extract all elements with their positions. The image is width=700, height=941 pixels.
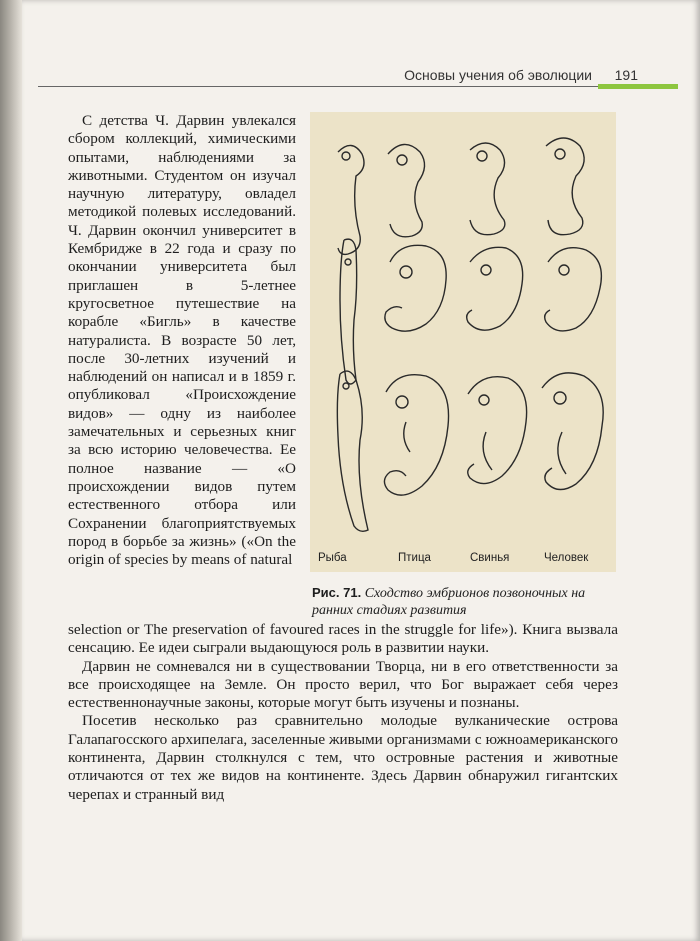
text-column: [68, 112, 296, 569]
embryo-human-stage-1: [546, 138, 584, 235]
paragraph-1: С детства Ч. Дарвин увлекался сбором коллекций, химическими опытами, наблюдениями за животными. Студентом он изучал научную литературу, овладел методикой полевых исследований. Ч. Дарвин окончил университет в Кембридже в 22 года и сразу по окончании университета был приглашен в 5-летнее кругосветное путешествие на корабле «Бигль» в качестве натуралиста. В возрасте 50 лет, после 30-летних изучений и наблюдений он написал и в 1859 г. опубликовал «Происхождение видов» — одну из наиболее замечательных и серьезных книг за всю историю человечества. Ее полное название — «О происхождении видов путем естественного отбора или Сохранении благоприятствуемых пород в борьбе за жизнь» («On the origin of species by means of natural: [68, 112, 296, 569]
embryo-human-stage-3: [542, 373, 603, 490]
label-fish: Рыба: [318, 552, 347, 564]
label-pig: Свинья: [470, 552, 510, 564]
embryo-bird-stage-2: [385, 245, 446, 331]
embryo-illustration: [310, 112, 616, 572]
page-number: 191: [614, 67, 638, 83]
caption-text: Сходство эмбрионов позвоночных на ранних стадиях развития: [312, 586, 586, 618]
caption-number: Рис. 71.: [312, 585, 362, 600]
label-human: Человек: [544, 552, 589, 564]
paragraph-2: Дарвин не сомневался ни в существовании Творца, ни в его ответственности за все происходящее на Земле. Он просто верил, что Бог выражает себя через естественнонаучные законы, которые могут быть изучены и познаны.: [68, 657, 618, 712]
embryo-bird-stage-1: [388, 144, 425, 236]
embryo-fish-stage-3: [337, 371, 368, 531]
embryo-human-stage-2: [545, 248, 602, 331]
header-rule: [38, 86, 598, 87]
paragraph-3: Посетив несколько раз сравнительно молодые вулканические острова Галапагосского архипелага, заселенные живыми организмами с южноамериканского континента, Дарвин столкнулся с тем, что островные растения и животные отличаются от тех же видов на континенте. Здесь Дарвин обнаружил гигантских черепах и странный вид: [68, 712, 618, 803]
embryo-fish-stage-1: [338, 145, 364, 254]
header-accent-bar: [598, 84, 678, 89]
embryo-fish-stage-2: [340, 239, 357, 384]
embryo-pig-stage-3: [468, 377, 527, 484]
book-spine: [0, 0, 22, 941]
figure-caption: [312, 584, 618, 619]
embryo-pig-stage-2: [467, 247, 523, 330]
embryo-pig-stage-1: [470, 143, 505, 235]
embryo-bird-stage-3: [384, 375, 448, 495]
label-bird: Птица: [398, 552, 431, 564]
figure-embryos: [310, 112, 616, 572]
header-title: Основы учения об эволюции: [404, 67, 592, 83]
full-width-text: [68, 621, 618, 804]
paragraph-1-continuation: selection or The preservation of favoured races in the struggle for life»). Книга вызвала сенсацию. Ее идеи сыграли выдающуюся роль в развитии науки.: [68, 621, 618, 657]
running-header: [38, 64, 678, 90]
